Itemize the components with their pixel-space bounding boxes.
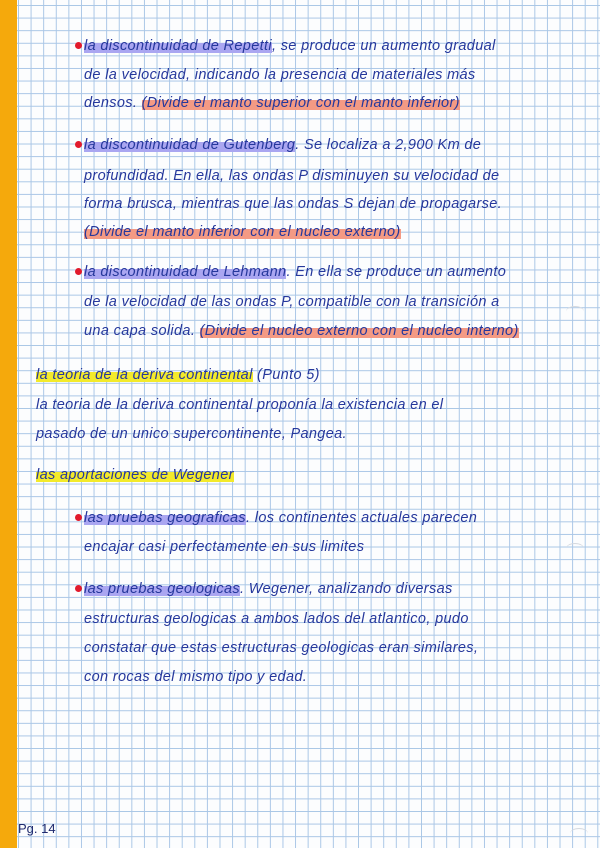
geologicas-line-3 — [84, 637, 478, 659]
punch-mark — [570, 828, 588, 839]
deriva-heading-title: la teoria de la deriva continental — [36, 367, 253, 383]
lehmann-title: la discontinuidad de Lehmann — [84, 264, 287, 280]
geograficas-title: las pruebas geograficas — [84, 510, 247, 526]
geograficas-text: encajar casi perfectamente en sus limites — [84, 539, 365, 555]
repetti-text: densos. — [84, 95, 142, 111]
gutenberg-text: . Se localiza a 2,900 Km de — [295, 137, 482, 153]
geologicas-text: . Wegener, analizando diversas — [240, 581, 453, 597]
geologicas-text: constatar que estas estructuras geologicas eran similares, — [84, 640, 479, 656]
lehmann-text: . En ella se produce un aumento — [286, 264, 507, 280]
geologicas-text: estructuras geologicas a ambos lados del atlantico, pudo — [84, 611, 469, 627]
gutenberg-note: (Divide el manto inferior con el nucleo externo) — [84, 224, 401, 240]
geograficas-line-1 — [84, 507, 477, 529]
repetti-text: , se produce un aumento gradual — [271, 38, 496, 54]
geograficas-text: . los continentes actuales parecen — [246, 510, 478, 526]
lehmann-text: una capa solida. — [84, 323, 200, 339]
repetti-line-2 — [84, 64, 476, 86]
repetti-line-3 — [84, 92, 460, 114]
repetti-line-1 — [84, 35, 496, 57]
gutenberg-line-1 — [84, 134, 481, 156]
repetti-note: (Divide el manto superior con el manto inferior) — [141, 95, 460, 111]
geologicas-line-1 — [84, 578, 453, 600]
wegener-heading — [36, 464, 234, 486]
gutenberg-line-3 — [84, 193, 502, 215]
bullet-dot — [75, 514, 82, 521]
bullet-dot — [75, 141, 82, 148]
geologicas-line-2 — [84, 608, 469, 630]
deriva-line-2 — [36, 423, 347, 445]
bullet-dot — [75, 585, 82, 592]
punch-mark — [566, 306, 584, 317]
repetti-text: de la velocidad, indicando la presencia de materiales más — [84, 67, 476, 83]
bullet-dot — [75, 268, 82, 275]
wegener-heading-title: las aportaciones de Wegener — [36, 467, 234, 483]
lehmann-text: de la velocidad de las ondas P, compatible con la transición a — [84, 294, 500, 310]
deriva-heading-ref: (Punto 5) — [252, 367, 320, 383]
gutenberg-line-4 — [84, 221, 401, 243]
deriva-text: pasado de un unico supercontinente, Pangea. — [36, 426, 347, 442]
punch-mark — [566, 543, 584, 554]
deriva-heading — [36, 364, 320, 386]
lehmann-note: (Divide el nucleo externo con el nucleo interno) — [199, 323, 519, 339]
gutenberg-text: profundidad. En ella, las ondas P disminuyen su velocidad de — [84, 168, 500, 184]
deriva-text: la teoria de la deriva continental proponía la existencia en el — [36, 397, 444, 413]
margin-strip — [0, 0, 17, 848]
gutenberg-line-2 — [84, 165, 499, 187]
geologicas-title: las pruebas geologicas — [84, 581, 241, 597]
geograficas-line-2 — [84, 536, 364, 558]
repetti-title: la discontinuidad de Repetti — [84, 38, 272, 54]
bullet-dot — [75, 42, 82, 49]
page-number: Pg. 14 — [18, 821, 56, 836]
geologicas-line-4 — [84, 666, 307, 688]
gutenberg-text: forma brusca, mientras que las ondas S dejan de propagarse. — [84, 196, 503, 212]
lehmann-line-2 — [84, 291, 500, 313]
lehmann-line-1 — [84, 261, 506, 283]
deriva-line-1 — [36, 394, 443, 416]
gutenberg-title: la discontinuidad de Gutenberg — [84, 137, 296, 153]
geologicas-text: con rocas del mismo tipo y edad. — [84, 669, 308, 685]
lehmann-line-3 — [84, 320, 519, 342]
